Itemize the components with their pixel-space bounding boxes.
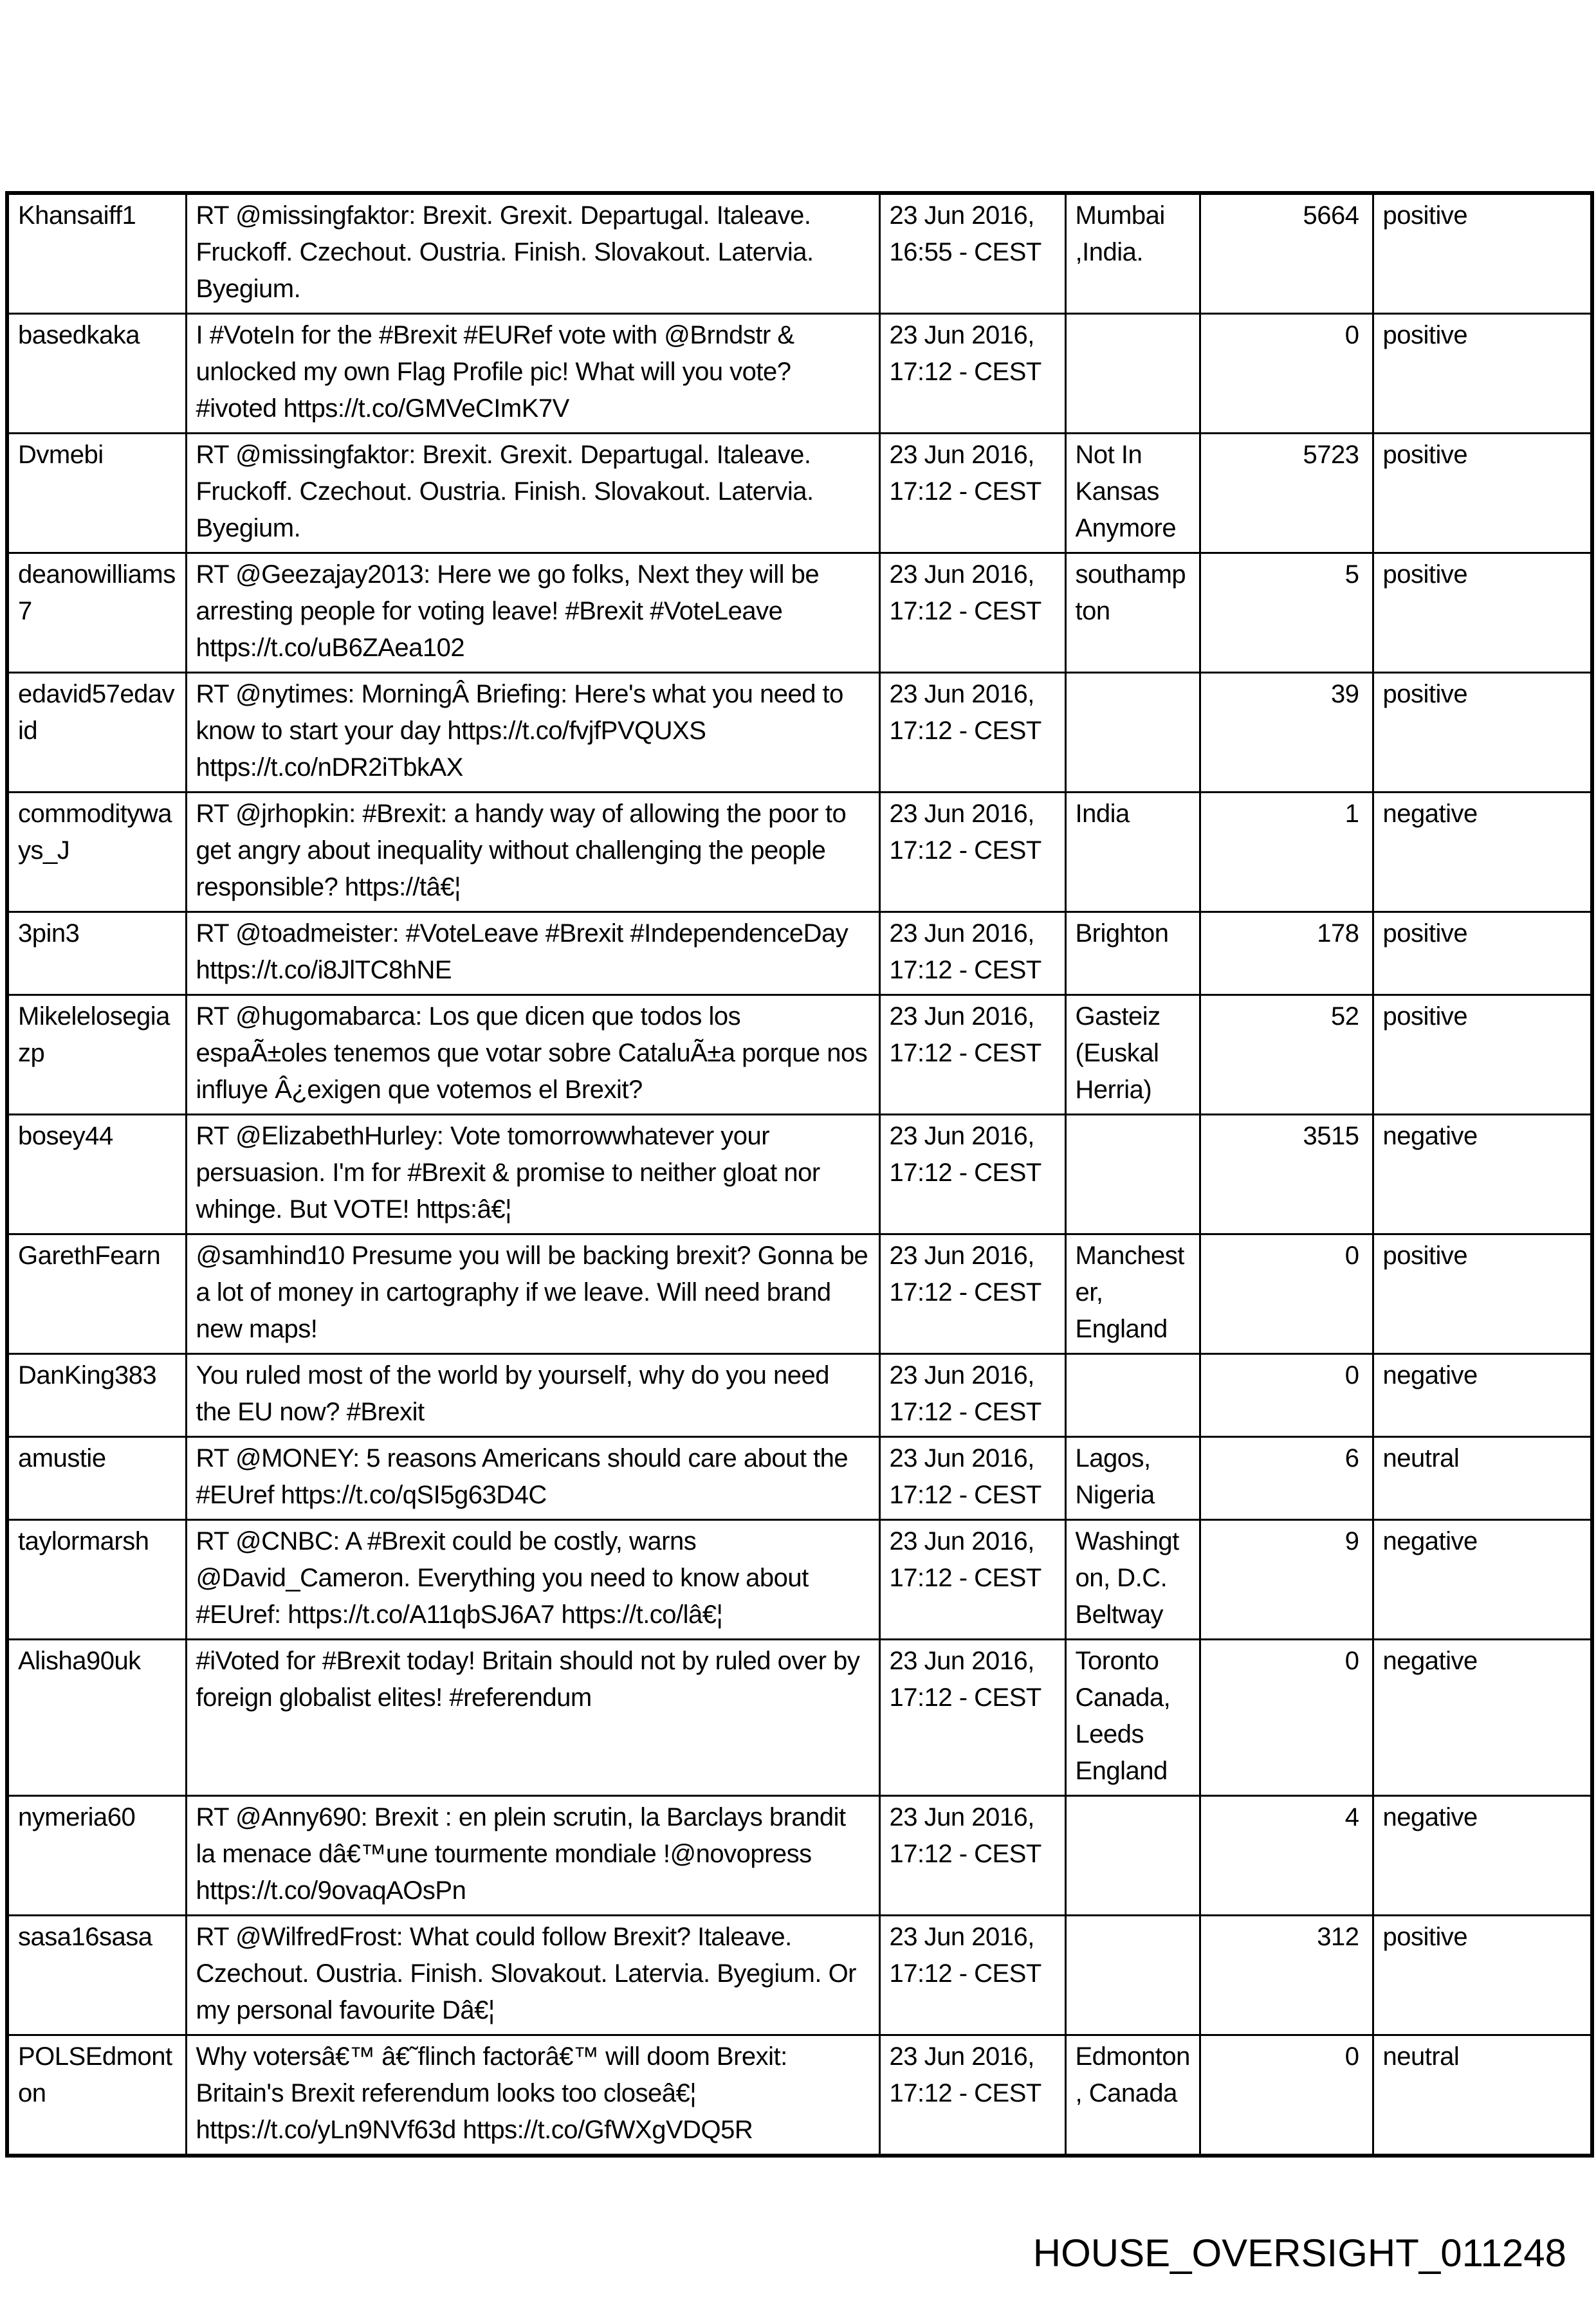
cell-location: Edmonton, Canada [1065, 2035, 1200, 2156]
table-row [7, 1640, 1592, 1796]
cell-username: 3pin3 [7, 912, 186, 995]
table-row [7, 1234, 1592, 1354]
cell-retweet-count: 0 [1200, 1234, 1373, 1354]
cell-datetime: 23 Jun 2016, 17:12 - CEST [879, 1916, 1065, 2035]
cell-datetime: 23 Jun 2016, 17:12 - CEST [879, 1115, 1065, 1234]
cell-sentiment: positive [1373, 193, 1592, 314]
cell-retweet-count: 5664 [1200, 193, 1373, 314]
cell-tweet-text: RT @jrhopkin: #Brexit: a handy way of allowing the poor to get angry about inequality without challenging the people responsible? https://tâ€¦ [186, 793, 879, 912]
cell-sentiment: positive [1373, 553, 1592, 673]
cell-location [1065, 314, 1200, 434]
table-row [7, 1916, 1592, 2035]
cell-tweet-text: RT @MONEY: 5 reasons Americans should care about the #EUref https://t.co/qSI5g63D4C [186, 1437, 879, 1520]
cell-location: Lagos, Nigeria [1065, 1437, 1200, 1520]
cell-datetime: 23 Jun 2016, 17:12 - CEST [879, 673, 1065, 793]
table-row [7, 314, 1592, 434]
cell-username: Mikelelosegiazp [7, 995, 186, 1115]
cell-username: edavid57edavid [7, 673, 186, 793]
cell-username: taylormarsh [7, 1520, 186, 1640]
cell-location: Toronto Canada, Leeds England [1065, 1640, 1200, 1796]
table-row [7, 193, 1592, 314]
cell-username: basedkaka [7, 314, 186, 434]
cell-location: Mumbai ,India. [1065, 193, 1200, 314]
cell-retweet-count: 0 [1200, 1640, 1373, 1796]
cell-tweet-text: RT @Geezajay2013: Here we go folks, Next they will be arresting people for voting leave! #Brexit #VoteLeave https://t.co/uB6ZAea102 [186, 553, 879, 673]
table-row [7, 912, 1592, 995]
cell-retweet-count: 5723 [1200, 434, 1373, 553]
cell-sentiment: negative [1373, 1115, 1592, 1234]
cell-tweet-text: @samhind10 Presume you will be backing brexit? Gonna be a lot of money in cartography if we leave. Will need brand new maps! [186, 1234, 879, 1354]
cell-tweet-text: RT @Anny690: Brexit : en plein scrutin, la Barclays brandit la menace dâ€™une tourmente mondiale !@novopress https://t.co/9ovaqAOsPn [186, 1796, 879, 1916]
cell-datetime: 23 Jun 2016, 17:12 - CEST [879, 793, 1065, 912]
cell-username: deanowilliams7 [7, 553, 186, 673]
cell-datetime: 23 Jun 2016, 17:12 - CEST [879, 314, 1065, 434]
cell-retweet-count: 5 [1200, 553, 1373, 673]
cell-datetime: 23 Jun 2016, 17:12 - CEST [879, 1234, 1065, 1354]
cell-username: Dvmebi [7, 434, 186, 553]
cell-retweet-count: 6 [1200, 1437, 1373, 1520]
cell-datetime: 23 Jun 2016, 17:12 - CEST [879, 912, 1065, 995]
cell-sentiment: positive [1373, 1234, 1592, 1354]
cell-datetime: 23 Jun 2016, 17:12 - CEST [879, 1796, 1065, 1916]
tweets-table [5, 191, 1594, 2158]
cell-location [1065, 1354, 1200, 1437]
cell-tweet-text: RT @CNBC: A #Brexit could be costly, warns @David_Cameron. Everything you need to know about #EUref: https://t.co/A11qbSJ6A7 https://t.co/lâ€¦ [186, 1520, 879, 1640]
cell-sentiment: positive [1373, 314, 1592, 434]
cell-username: GarethFearn [7, 1234, 186, 1354]
cell-tweet-text: RT @ElizabethHurley: Vote tomorrowwhatever your persuasion. I'm for #Brexit & promise to neither gloat nor whinge. But VOTE! https:â€¦ [186, 1115, 879, 1234]
cell-location: Not In Kansas Anymore [1065, 434, 1200, 553]
table-row [7, 793, 1592, 912]
table-row [7, 2035, 1592, 2156]
cell-sentiment: negative [1373, 1640, 1592, 1796]
cell-tweet-text: RT @missingfaktor: Brexit. Grexit. Departugal. Italeave. Fruckoff. Czechout. Oustria. Finish. Slovakout. Latervia. Byegium. [186, 193, 879, 314]
cell-tweet-text: RT @hugomabarca: Los que dicen que todos los espaÃ±oles tenemos que votar sobre CataluÃ±a porque nos influye Â¿exigen que votemos el Brexit? [186, 995, 879, 1115]
cell-sentiment: positive [1373, 434, 1592, 553]
cell-sentiment: neutral [1373, 2035, 1592, 2156]
cell-datetime: 23 Jun 2016, 17:12 - CEST [879, 1354, 1065, 1437]
cell-username: sasa16sasa [7, 1916, 186, 2035]
table-row [7, 995, 1592, 1115]
cell-username: bosey44 [7, 1115, 186, 1234]
cell-sentiment: positive [1373, 995, 1592, 1115]
cell-retweet-count: 9 [1200, 1520, 1373, 1640]
cell-tweet-text: RT @nytimes: MorningÂ Briefing: Here's what you need to know to start your day https://t.co/fvjfPVQUXS https://t.co/nDR2iTbkAX [186, 673, 879, 793]
cell-tweet-text: #iVoted for #Brexit today! Britain should not by ruled over by foreign globalist elites! #referendum [186, 1640, 879, 1796]
cell-retweet-count: 0 [1200, 1354, 1373, 1437]
cell-sentiment: positive [1373, 912, 1592, 995]
cell-datetime: 23 Jun 2016, 17:12 - CEST [879, 2035, 1065, 2156]
cell-username: POLSEdmonton [7, 2035, 186, 2156]
cell-retweet-count: 52 [1200, 995, 1373, 1115]
cell-tweet-text: Why votersâ€™ â€˜flinch factorâ€™ will doom Brexit: Britain's Brexit referendum looks too closeâ€¦ https://t.co/yLn9NVf63d https://t.co/GfWXgVDQ5R [186, 2035, 879, 2156]
cell-location [1065, 1916, 1200, 2035]
bates-number: HOUSE_OVERSIGHT_011248 [1032, 2232, 1566, 2275]
cell-sentiment: positive [1373, 1916, 1592, 2035]
cell-retweet-count: 312 [1200, 1916, 1373, 2035]
cell-datetime: 23 Jun 2016, 17:12 - CEST [879, 434, 1065, 553]
cell-retweet-count: 0 [1200, 2035, 1373, 2156]
cell-retweet-count: 178 [1200, 912, 1373, 995]
cell-location: Gasteiz (Euskal Herria) [1065, 995, 1200, 1115]
cell-tweet-text: RT @toadmeister: #VoteLeave #Brexit #IndependenceDay https://t.co/i8JlTC8hNE [186, 912, 879, 995]
cell-datetime: 23 Jun 2016, 17:12 - CEST [879, 1520, 1065, 1640]
cell-retweet-count: 39 [1200, 673, 1373, 793]
cell-sentiment: negative [1373, 1354, 1592, 1437]
cell-retweet-count: 1 [1200, 793, 1373, 912]
cell-location: Brighton [1065, 912, 1200, 995]
cell-datetime: 23 Jun 2016, 17:12 - CEST [879, 995, 1065, 1115]
table-row [7, 1437, 1592, 1520]
cell-sentiment: negative [1373, 1796, 1592, 1916]
cell-tweet-text: I #VoteIn for the #Brexit #EURef vote with @Brndstr & unlocked my own Flag Profile pic! What will you vote? #ivoted https://t.co/GMVeCImK7V [186, 314, 879, 434]
table-row [7, 553, 1592, 673]
cell-username: DanKing383 [7, 1354, 186, 1437]
cell-location: Manchester, England [1065, 1234, 1200, 1354]
cell-sentiment: positive [1373, 673, 1592, 793]
cell-location [1065, 673, 1200, 793]
cell-sentiment: neutral [1373, 1437, 1592, 1520]
cell-retweet-count: 4 [1200, 1796, 1373, 1916]
cell-username: Khansaiff1 [7, 193, 186, 314]
cell-username: commodityways_J [7, 793, 186, 912]
cell-location [1065, 1796, 1200, 1916]
table-row [7, 1796, 1592, 1916]
cell-datetime: 23 Jun 2016, 17:12 - CEST [879, 1437, 1065, 1520]
cell-datetime: 23 Jun 2016, 17:12 - CEST [879, 1640, 1065, 1796]
table-row [7, 434, 1592, 553]
cell-datetime: 23 Jun 2016, 16:55 - CEST [879, 193, 1065, 314]
cell-tweet-text: You ruled most of the world by yourself, why do you need the EU now? #Brexit [186, 1354, 879, 1437]
cell-location [1065, 1115, 1200, 1234]
table-row [7, 1520, 1592, 1640]
table-row [7, 1115, 1592, 1234]
cell-location: southampton [1065, 553, 1200, 673]
tweets-table-body [7, 193, 1592, 2156]
table-row [7, 673, 1592, 793]
cell-username: nymeria60 [7, 1796, 186, 1916]
cell-tweet-text: RT @missingfaktor: Brexit. Grexit. Departugal. Italeave. Fruckoff. Czechout. Oustria. Finish. Slovakout. Latervia. Byegium. [186, 434, 879, 553]
cell-location: Washington, D.C. Beltway [1065, 1520, 1200, 1640]
table-row [7, 1354, 1592, 1437]
cell-sentiment: negative [1373, 793, 1592, 912]
cell-sentiment: negative [1373, 1520, 1592, 1640]
cell-retweet-count: 0 [1200, 314, 1373, 434]
cell-datetime: 23 Jun 2016, 17:12 - CEST [879, 553, 1065, 673]
cell-retweet-count: 3515 [1200, 1115, 1373, 1234]
cell-tweet-text: RT @WilfredFrost: What could follow Brexit? Italeave. Czechout. Oustria. Finish. Slovakout. Latervia. Byegium. Or my personal favourite Dâ€¦ [186, 1916, 879, 2035]
cell-username: amustie [7, 1437, 186, 1520]
cell-location: India [1065, 793, 1200, 912]
cell-username: Alisha90uk [7, 1640, 186, 1796]
